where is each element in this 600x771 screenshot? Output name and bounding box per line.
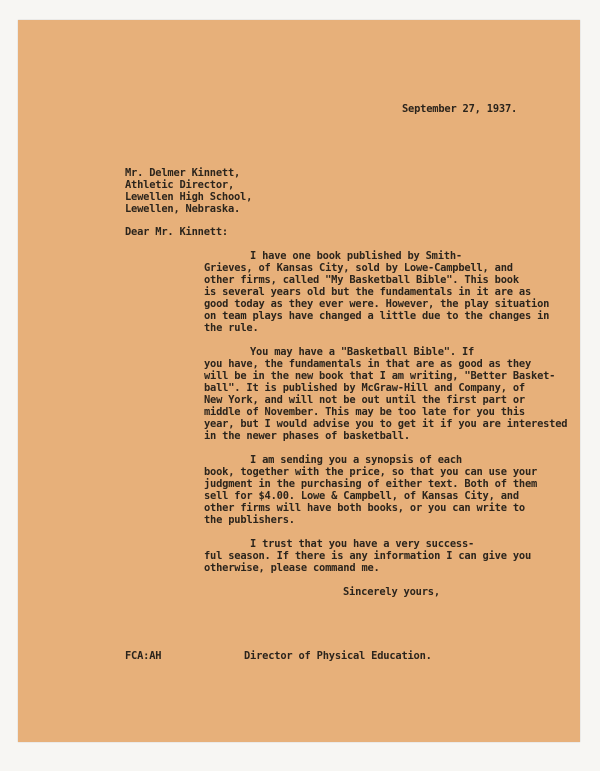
address-line: Mr. Delmer Kinnett, (125, 167, 241, 179)
paragraph-1-line: other firms, called "My Basketball Bible". This book (204, 274, 519, 286)
typist-initials: FCA:AH (125, 650, 162, 662)
paragraph-2-line: in the newer phases of basketball. (204, 430, 410, 442)
paragraph-2-line: will be in the new book that I am writing, "Better Basket- (204, 370, 556, 382)
letter-date: September 27, 1937. (402, 103, 518, 115)
letter-page (18, 20, 580, 742)
closing: Sincerely yours, (343, 586, 440, 598)
address-line: Lewellen, Nebraska. (125, 203, 241, 215)
paragraph-3-line: other firms will have both books, or you can write to (204, 502, 525, 514)
paragraph-2-line: ball". It is published by McGraw-Hill and Company, of (204, 382, 525, 394)
signature-title: Director of Physical Education. (244, 650, 432, 662)
paragraph-1-line: the rule. (204, 322, 259, 334)
paragraph-3-line: judgment in the purchasing of either text. Both of them (204, 478, 538, 490)
letter-body (18, 20, 580, 742)
paragraph-1-line: I have one book published by Smith- (250, 250, 462, 262)
salutation: Dear Mr. Kinnett: (125, 226, 228, 238)
paragraph-2-line: You may have a "Basketball Bible". If (250, 346, 475, 358)
paragraph-1-line: is several years old but the fundamentals in it are as (204, 286, 532, 298)
paragraph-4-line: ful season. If there is any information I can give you (204, 550, 532, 562)
address-line: Athletic Director, (125, 179, 235, 191)
paragraph-1-line: good today as they ever were. However, the play situation (204, 298, 550, 310)
paragraph-2-line: middle of November. This may be too late for you this (204, 406, 525, 418)
paragraph-3-line: I am sending you a synopsis of each (250, 454, 462, 466)
paragraph-3-line: the publishers. (204, 514, 295, 526)
paragraph-2-line: year, but I would advise you to get it if you are interested (204, 418, 568, 430)
paragraph-2-line: you have, the fundamentals in that are as good as they (204, 358, 532, 370)
paragraph-1-line: Grieves, of Kansas City, sold by Lowe-Campbell, and (204, 262, 513, 274)
paragraph-4-line: otherwise, please command me. (204, 562, 380, 574)
paragraph-2-line: New York, and will not be out until the first part or (204, 394, 525, 406)
paragraph-1-line: on team plays have changed a little due to the changes in (204, 310, 550, 322)
paragraph-3-line: sell for $4.00. Lowe & Campbell, of Kansas City, and (204, 490, 519, 502)
paragraph-3-line: book, together with the price, so that you can use your (204, 466, 538, 478)
address-line: Lewellen High School, (125, 191, 253, 203)
paragraph-4-line: I trust that you have a very success- (250, 538, 475, 550)
